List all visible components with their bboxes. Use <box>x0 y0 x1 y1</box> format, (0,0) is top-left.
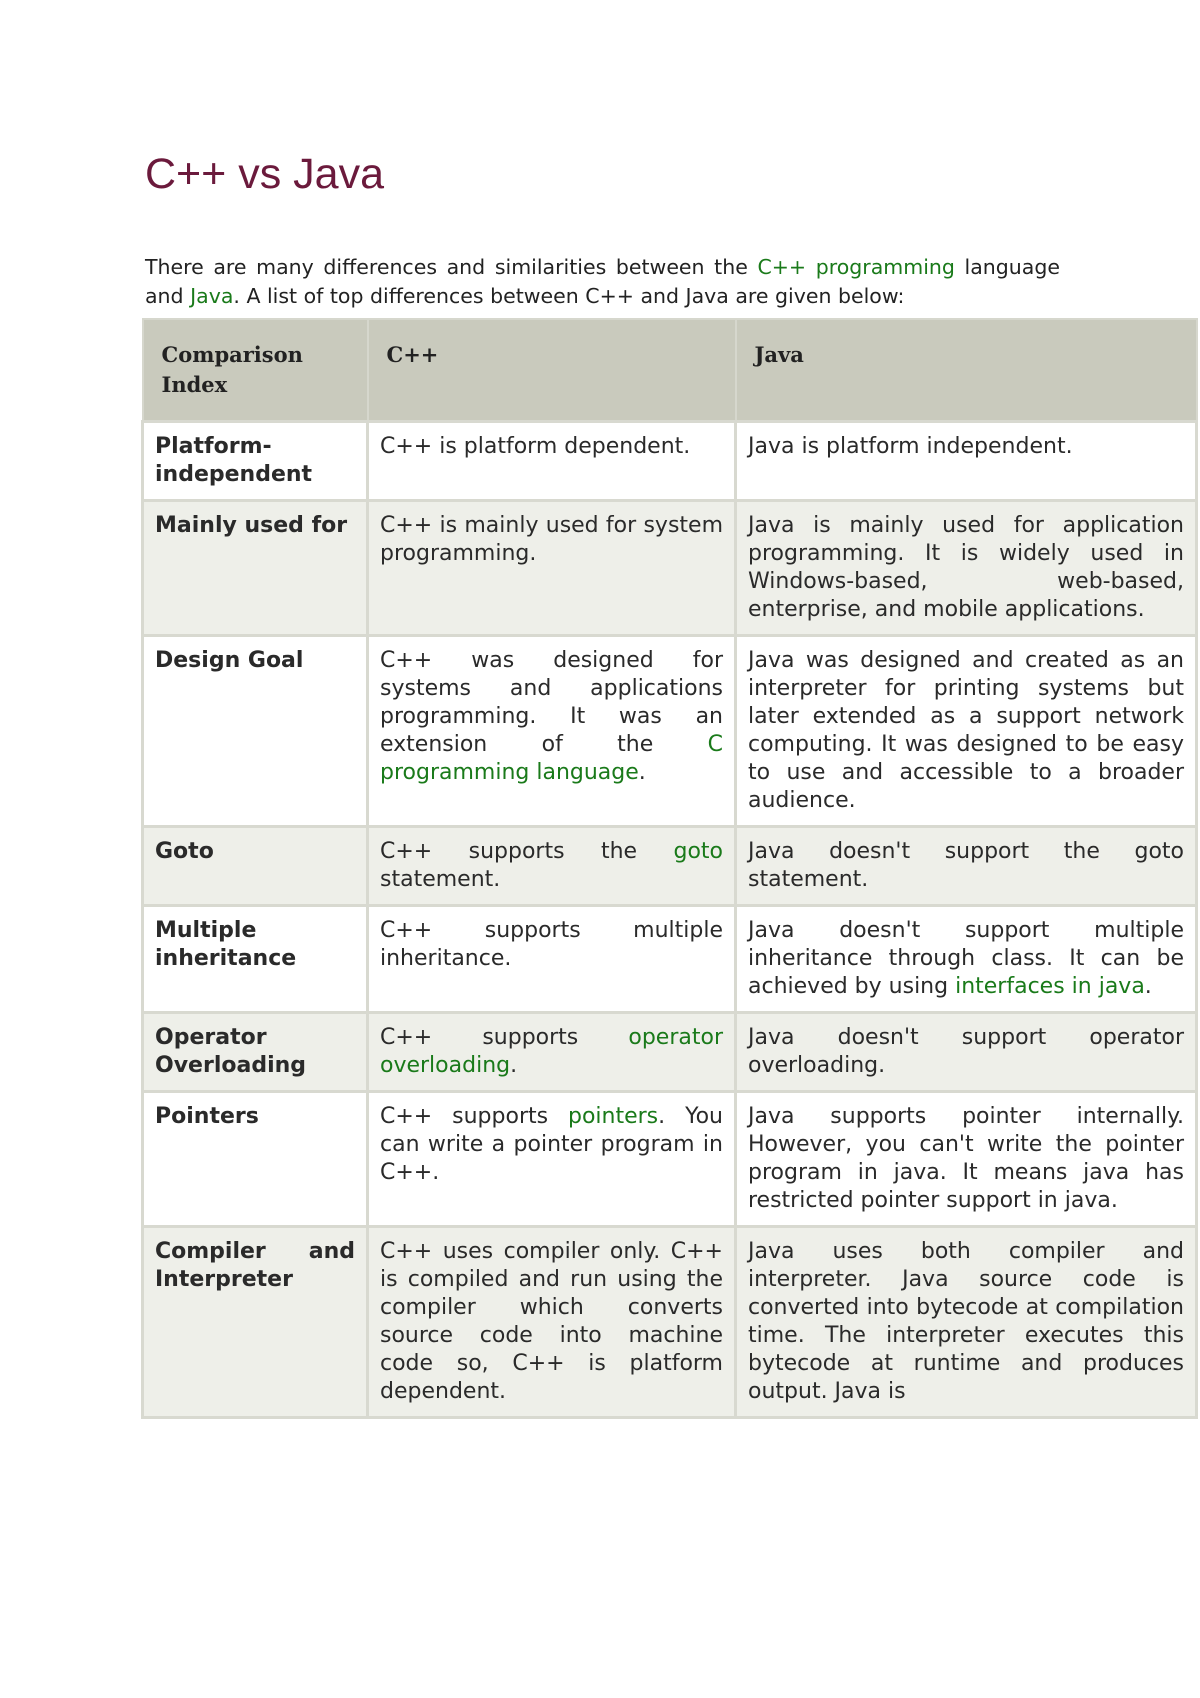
java-cell: Java is mainly used for application programming. It is widely used in Windows-based, web-based, enterprise, and mobile applications. <box>736 501 1197 636</box>
cpp-cell: C++ is mainly used for system programming. <box>368 501 736 636</box>
operator-overloading-link[interactable]: operator overloading <box>380 1025 723 1078</box>
table-row <box>143 1013 1197 1092</box>
row-index-cell: Pointers <box>143 1092 368 1227</box>
cell-text: . <box>1144 974 1152 999</box>
java-cell: Java supports pointer internally. However, you can't write the pointer program in java. It means java has restricted pointer support in java. <box>736 1092 1197 1227</box>
pointers-link[interactable]: pointers <box>568 1104 659 1129</box>
intro-text: There are many differences and similarities between the <box>145 254 758 279</box>
row-index-cell: Operator Overloading <box>143 1013 368 1092</box>
table-row <box>143 906 1197 1013</box>
java-link[interactable]: Java <box>190 283 234 308</box>
java-cell: Java doesn't support the goto statement. <box>736 827 1197 906</box>
java-cell: Java was designed and created as an interpreter for printing systems but later extended as a support network computing. It was designed to be easy to use and accessible to a broader audience. <box>736 636 1197 827</box>
java-cell: Java uses both compiler and interpreter. Java source code is converted into bytecode at compilation time. The interpreter executes this bytecode at runtime and produces output. Java is <box>736 1227 1197 1418</box>
header-cpp: C++ <box>368 319 736 422</box>
table-row <box>143 1092 1197 1227</box>
cpp-cell <box>368 1013 736 1092</box>
comparison-table <box>141 318 1198 1419</box>
table-row <box>143 501 1197 636</box>
row-index-cell: Goto <box>143 827 368 906</box>
header-comparison-index: Comparison Index <box>143 319 368 422</box>
cell-text: C++ supports <box>380 1104 568 1129</box>
table-row <box>143 422 1197 501</box>
table-row <box>143 1227 1197 1418</box>
java-cell: Java doesn't support operator overloading. <box>736 1013 1197 1092</box>
page-title: C++ vs Java <box>145 150 384 198</box>
table-row <box>143 636 1197 827</box>
cell-text: C++ supports <box>380 1025 629 1050</box>
cell-text: C++ was designed for systems and applications programming. It was an extension of the <box>380 648 723 757</box>
cell-text: C++ supports the <box>380 839 674 864</box>
intro-paragraph <box>145 253 1060 311</box>
intro-text: . A list of top differences between C++ and Java are given below: <box>233 283 905 308</box>
header-java: Java <box>736 319 1197 422</box>
cell-text: . <box>510 1053 518 1078</box>
row-index-cell: Compiler and Interpreter <box>143 1227 368 1418</box>
cell-text: . <box>638 760 646 785</box>
goto-link[interactable]: goto <box>673 839 723 864</box>
cell-text: statement. <box>380 867 501 892</box>
cell-text: . You can write a pointer program in C++. <box>380 1104 723 1185</box>
cpp-cell: C++ uses compiler only. C++ is compiled and run using the compiler which converts source code into machine code so, C++ is platform dependent. <box>368 1227 736 1418</box>
interfaces-in-java-link[interactable]: interfaces in java <box>955 974 1145 999</box>
cpp-cell: C++ is platform dependent. <box>368 422 736 501</box>
cpp-programming-link[interactable]: C++ programming <box>757 254 955 279</box>
row-index-cell: Platform-independent <box>143 422 368 501</box>
row-index-cell: Mainly used for <box>143 501 368 636</box>
cpp-cell <box>368 636 736 827</box>
row-index-cell: Design Goal <box>143 636 368 827</box>
cpp-cell <box>368 827 736 906</box>
c-programming-language-link[interactable]: C programming language <box>380 732 723 785</box>
java-cell: Java is platform independent. <box>736 422 1197 501</box>
table-row <box>143 827 1197 906</box>
cell-text: Java doesn't support multiple inheritance through class. It can be achieved by using <box>748 918 1184 999</box>
intro-text: language and <box>145 254 1060 308</box>
cpp-cell <box>368 1092 736 1227</box>
table-header-row <box>143 319 1197 422</box>
java-cell <box>736 906 1197 1013</box>
cpp-cell: C++ supports multiple inheritance. <box>368 906 736 1013</box>
row-index-cell: Multiple inheritance <box>143 906 368 1013</box>
